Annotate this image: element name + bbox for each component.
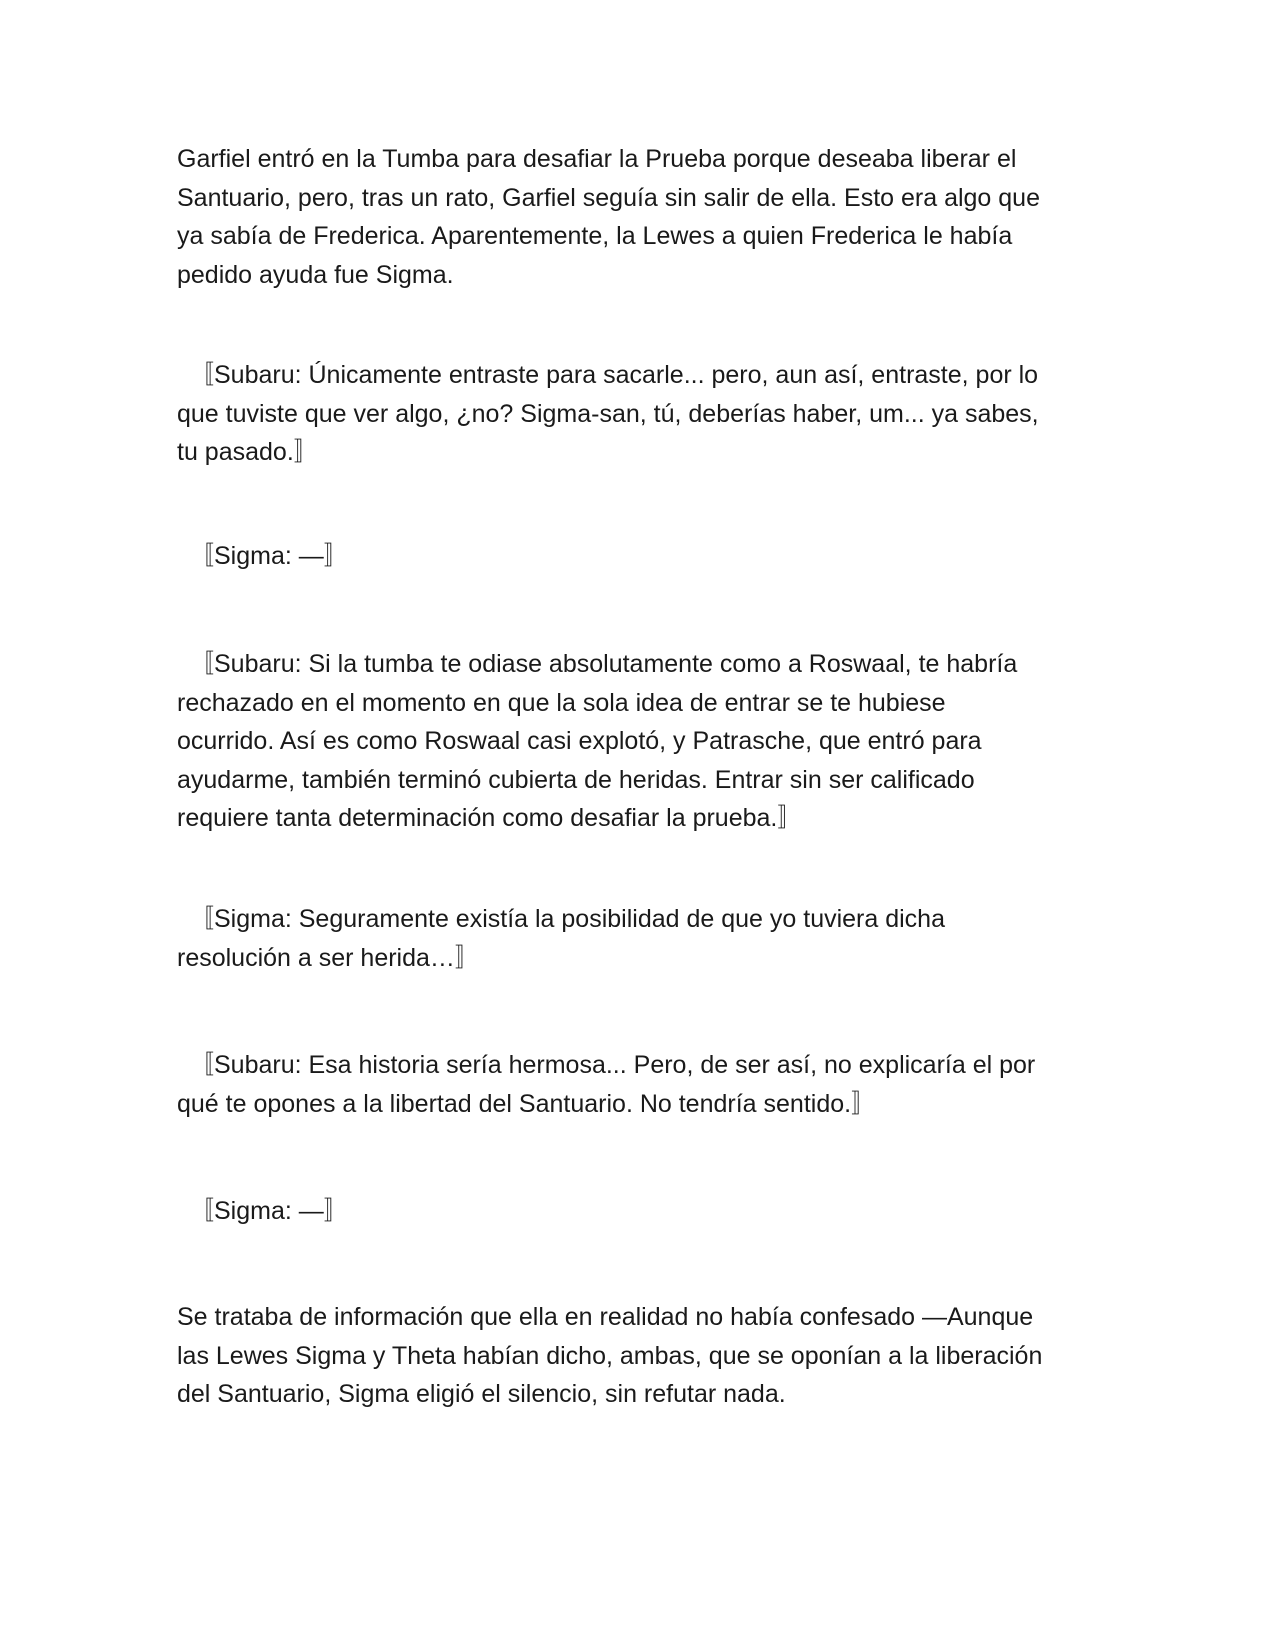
- dialogue-subaru-3: 〚Subaru: Esa historia sería hermosa... Pero, de ser así, no explicaría el por qué te opones a la libertad del Santuario. No tendría sentido.〛: [177, 1051, 1036, 1118]
- dialogue-sigma-1: 〚Sigma: —〛: [189, 542, 349, 570]
- dialogue-subaru-1: 〚Subaru: Únicamente entraste para sacarle... pero, aun así, entraste, por lo que tuviste que ver algo, ¿no? Sigma-san, tú, deberías haber, um... ya sabes, tu pasado.〛: [177, 361, 1039, 466]
- dialogue-subaru-2: 〚Subaru: Si la tumba te odiase absolutamente como a Roswaal, te habría rechazado en el momento en que la sola idea de entrar se te hubiese ocurrido. Así es como Roswaal casi explotó, y Patrasche, que entró para ayudarme, también terminó cubierta de heridas. Entrar sin ser calificado requiere tanta determinación como desafiar la prueba.〛: [177, 650, 1018, 832]
- narration-paragraph-1: Garfiel entró en la Tumba para desafiar la Prueba porque deseaba liberar el Santuario, pero, tras un rato, Garfiel seguía sin salir de ella. Esto era algo que ya sabía de Frederica. Aparentemente, la Lewes a quien Frederica le había pedido ayuda fue Sigma.: [177, 145, 1040, 289]
- narration-paragraph-2: Se trataba de información que ella en realidad no había confesado —Aunque las Lewes Sigma y Theta habían dicho, ambas, que se oponían a la liberación del Santuario, Sigma eligió el silencio, sin refutar nada.: [177, 1303, 1043, 1408]
- dialogue-sigma-2: 〚Sigma: Seguramente existía la posibilidad de que yo tuviera dicha resolución a ser herida…〛: [177, 905, 945, 972]
- dialogue-sigma-3: 〚Sigma: —〛: [189, 1197, 349, 1225]
